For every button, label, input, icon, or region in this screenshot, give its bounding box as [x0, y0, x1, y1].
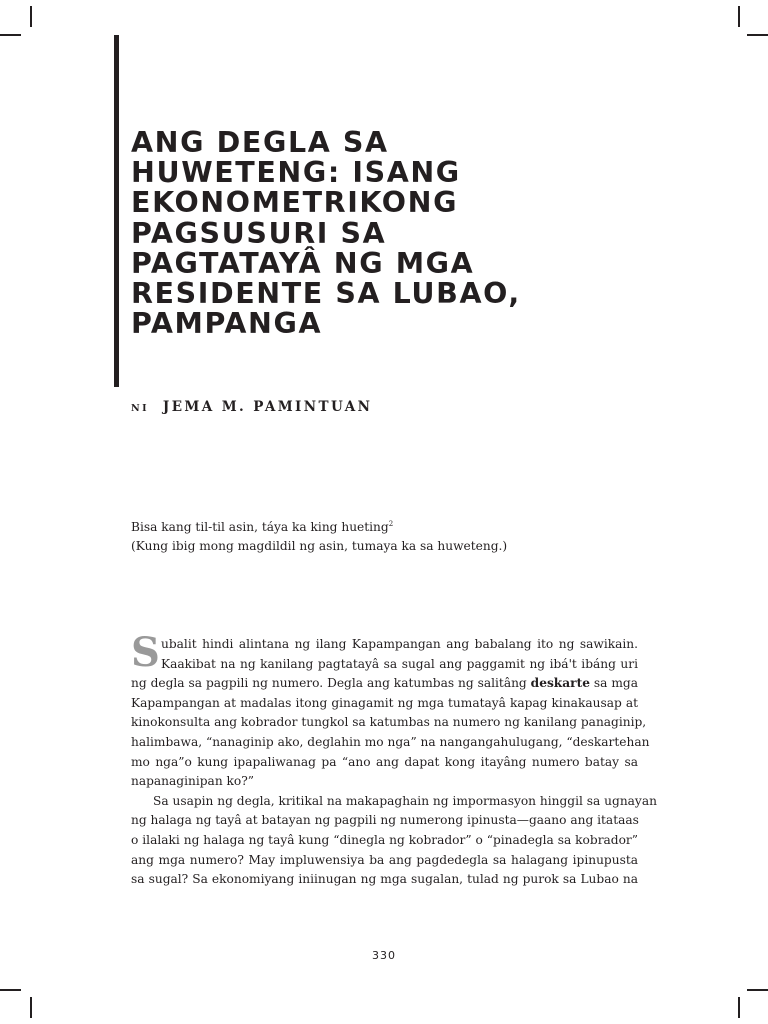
body-line: Sa usapin ng degla, kritikal na makapaghain ng impormasyon hinggil sa ugnayan [153, 793, 657, 808]
title-line: ANG DEGLA SA [131, 126, 389, 159]
title-line: PAGSUSURI SA [131, 216, 387, 250]
epigraph [131, 515, 507, 556]
title-line: EKONOMETRIKONG [131, 186, 459, 220]
body-line: Kaakibat na ng kanilang pagtatayâ sa sugal ang paggamit ng ibá't ibáng uri [161, 656, 638, 671]
byline-prefix: NI [131, 403, 149, 414]
body-line-text: sa mga [589, 676, 638, 691]
byline [131, 396, 372, 415]
body-line: halimbawa, “nanaginip ako, deglahin mo nga” na nangangahulugang, “deskartehan [131, 734, 650, 749]
title-line: PAMPANGA [131, 307, 323, 341]
body-line: ubalit hindi alintana ng ilang Kapampangan ang babalang ito ng sawikain. [161, 637, 638, 651]
crop-mark-bottom-right-h [747, 989, 768, 991]
emphasized-term: deskarte [530, 676, 590, 691]
epigraph-line-translation: (Kung ibig mong magdildil ng asin, tumaya ka sa huweteng.) [131, 539, 508, 554]
crop-mark-top-right-h [747, 34, 768, 36]
body-line: napanaginipan ko?” [131, 774, 255, 789]
crop-mark-top-right [738, 6, 740, 27]
title-line: HUWETENG: ISANG [131, 156, 461, 190]
body-line: kinokonsulta ang kobrador tungkol sa katumbas na numero ng kanilang panaginip, [131, 715, 647, 730]
body-line-text: ng degla sa pagpili ng numero. Degla ang katumbas ng salitâng [131, 676, 531, 691]
epigraph-line-original [131, 515, 507, 537]
body-line: Kapampangan at madalas itong ginagamit ng mga tumatayâ kapag kinakausap at [131, 695, 638, 710]
crop-mark-bottom-left [30, 997, 32, 1018]
title-line: RESIDENTE SA LUBAO, [131, 277, 521, 311]
title-accent-bar [114, 35, 119, 387]
body-line: sa sugal? Sa ekonomiyang iniinugan ng mga sugalan, tulad ng purok sa Lubao na [131, 872, 638, 887]
body-text [131, 629, 657, 890]
title-line: PAGTATAYÂ NG MGA [131, 246, 475, 280]
crop-mark-bottom-right [738, 997, 740, 1018]
article-title [131, 128, 691, 339]
epigraph-text: Bisa kang til-til asin, táya ka king hueting [131, 520, 389, 535]
page-number: 330 [372, 949, 396, 962]
body-line: o ilalaki ng halaga ng tayâ kung “dinegla ng kobrador” o “pinadegla sa kobrador” [131, 832, 638, 847]
crop-mark-bottom-left-h [0, 989, 21, 991]
crop-mark-top-left-h [0, 34, 21, 36]
drop-cap: S [131, 629, 160, 676]
body-line [131, 674, 638, 694]
body-line: mo nga”o kung ipapaliwanag pa “ano ang dapat kong itayâng numero batay sa [131, 754, 638, 769]
body-line: ang mga numero? May impluwensiya ba ang pagdedegla sa halagang ipinupusta [131, 852, 638, 867]
crop-mark-top-left [30, 6, 32, 27]
footnote-marker: 2 [388, 520, 394, 528]
author-name: JEMA M. PAMINTUAN [162, 399, 373, 415]
body-line: ng halaga ng tayâ at batayan ng pagpili ng numerong ipinusta—gaano ang itataas [131, 813, 639, 828]
